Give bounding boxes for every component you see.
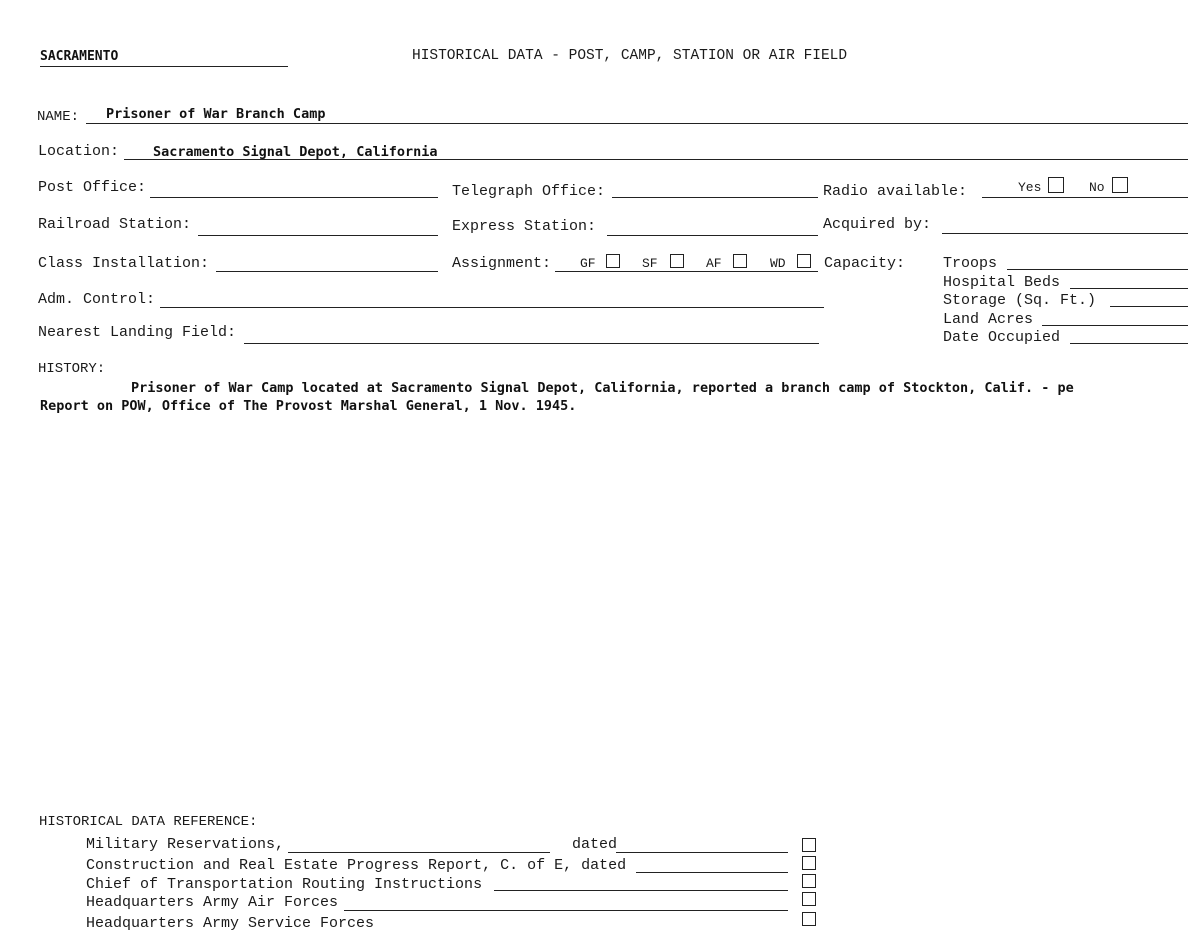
- reference-label: HISTORICAL DATA REFERENCE:: [39, 814, 258, 830]
- assign-af-checkbox[interactable]: [733, 254, 747, 268]
- land-acres-line: [1042, 325, 1188, 326]
- assignment-label: Assignment:: [452, 255, 552, 272]
- name-value: Prisoner of War Branch Camp: [106, 106, 326, 122]
- ref-construction-label: Construction and Real Estate Progress Report, C. of E, dated: [86, 857, 627, 874]
- assign-gf-label: GF: [580, 256, 596, 271]
- railroad-line: [198, 235, 438, 236]
- history-line-2: Report on POW, Office of The Provost Marshal General, 1 Nov. 1945.: [40, 398, 577, 414]
- acquired-label: Acquired by:: [823, 216, 932, 233]
- history-line-1: Prisoner of War Camp located at Sacramento Signal Depot, California, reported a branch camp of Stockton, Calif. - pe: [131, 380, 1074, 396]
- name-label: NAME:: [37, 109, 80, 125]
- land-acres-label: Land Acres: [943, 311, 1034, 328]
- assign-sf-label: SF: [642, 256, 658, 271]
- form-title: HISTORICAL DATA - POST, CAMP, STATION OR AIR FIELD: [412, 48, 848, 64]
- telegraph-line: [612, 197, 818, 198]
- location-tag-underline: [40, 66, 288, 67]
- ref-military-line: [288, 852, 550, 853]
- storage-label: Storage (Sq. Ft.): [943, 292, 1097, 309]
- assign-gf-checkbox[interactable]: [606, 254, 620, 268]
- ref-military-dated: dated: [572, 836, 618, 853]
- post-office-label: Post Office:: [38, 179, 147, 196]
- assign-wd-label: WD: [770, 256, 786, 271]
- date-occupied-label: Date Occupied: [943, 329, 1061, 346]
- railroad-label: Railroad Station:: [38, 216, 192, 233]
- ref-transport-label: Chief of Transportation Routing Instructions: [86, 876, 483, 893]
- class-installation-label: Class Installation:: [38, 255, 210, 272]
- ref-construction-line: [636, 872, 788, 873]
- express-line: [607, 235, 818, 236]
- ref-military-dated-line: [616, 852, 788, 853]
- adm-control-line: [160, 307, 824, 308]
- express-label: Express Station:: [452, 218, 597, 235]
- class-installation-line: [216, 271, 438, 272]
- location-label: Location:: [38, 143, 120, 160]
- ref-asf-label: Headquarters Army Service Forces: [86, 915, 375, 932]
- history-label: HISTORY:: [38, 361, 106, 377]
- telegraph-label: Telegraph Office:: [452, 183, 606, 200]
- acquired-line: [942, 233, 1188, 234]
- troops-label: Troops: [943, 255, 998, 272]
- troops-line: [1007, 269, 1188, 270]
- capacity-label: Capacity:: [824, 255, 906, 272]
- radio-no-label: No: [1089, 180, 1105, 195]
- radio-yes-checkbox[interactable]: [1048, 177, 1064, 193]
- ref-transport-line: [494, 890, 788, 891]
- assign-af-label: AF: [706, 256, 722, 271]
- ref-military-label: Military Reservations,: [86, 836, 285, 853]
- hospital-beds-line: [1070, 288, 1188, 289]
- ref-aaf-label: Headquarters Army Air Forces: [86, 894, 339, 911]
- assign-sf-checkbox[interactable]: [670, 254, 684, 268]
- location-value: Sacramento Signal Depot, California: [153, 144, 438, 160]
- ref-aaf-checkbox[interactable]: [802, 892, 816, 906]
- storage-line: [1110, 306, 1188, 307]
- ref-construction-checkbox[interactable]: [802, 856, 816, 870]
- assign-wd-checkbox[interactable]: [797, 254, 811, 268]
- radio-line: [982, 197, 1188, 198]
- ref-aaf-line: [344, 910, 788, 911]
- location-tag: SACRAMENTO: [40, 49, 119, 64]
- hospital-beds-label: Hospital Beds: [943, 274, 1061, 291]
- name-line: [86, 123, 1188, 124]
- radio-yes-label: Yes: [1018, 180, 1042, 195]
- ref-military-checkbox[interactable]: [802, 838, 816, 852]
- assignment-line: [555, 271, 818, 272]
- adm-control-label: Adm. Control:: [38, 291, 156, 308]
- radio-label: Radio available:: [823, 183, 968, 200]
- landing-field-label: Nearest Landing Field:: [38, 324, 237, 341]
- radio-no-checkbox[interactable]: [1112, 177, 1128, 193]
- date-occupied-line: [1070, 343, 1188, 344]
- ref-asf-checkbox[interactable]: [802, 912, 816, 926]
- post-office-line: [150, 197, 438, 198]
- ref-transport-checkbox[interactable]: [802, 874, 816, 888]
- landing-field-line: [244, 343, 819, 344]
- location-line: [124, 159, 1188, 160]
